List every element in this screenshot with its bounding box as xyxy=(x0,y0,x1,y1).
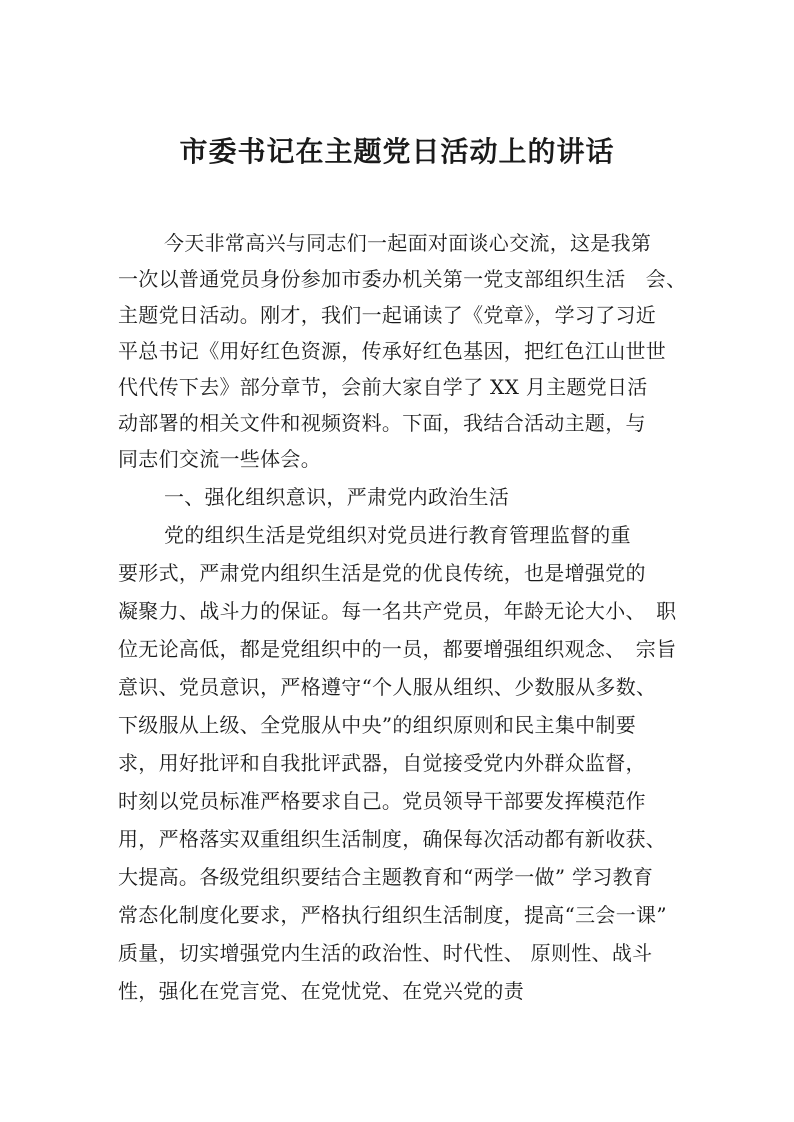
document-title: 市委书记在主题党日活动上的讲话 xyxy=(179,135,615,168)
paragraph-line: 位无论高低，都是党组织中的一员，都要增强组织观念、 宗旨 xyxy=(118,637,677,661)
paragraph-line: 大提高。各级党组织要结合主题教育和“两学一做” 学习教育 xyxy=(118,865,654,889)
paragraph-line: 今天非常高兴与同志们一起面对面谈心交流，这是我第 xyxy=(164,231,652,255)
paragraph-line: 代代传下去》部分章节，会前大家自学了 XX 月主题党日活 xyxy=(118,375,648,399)
paragraph-line: 平总书记《用好红色资源，传承好红色基因，把红色江山世世 xyxy=(118,339,667,363)
paragraph-line: 下级服从上级、全党服从中央”的组织原则和民主集中制要 xyxy=(118,713,637,737)
paragraph-line: 动部署的相关文件和视频资料。下面，我结合活动主题，与 xyxy=(118,411,646,435)
paragraph-line: 凝聚力、战斗力的保证。每一名共产党员，年龄无论大小、 职 xyxy=(118,599,677,623)
section-heading: 一、强化组织意识，严肃党内政治生活 xyxy=(164,485,510,509)
paragraph-line: 一次以普通党员身份参加市委办机关第一党支部组织生活 会、 xyxy=(118,267,687,291)
paragraph-line: 主题党日活动。刚才，我们一起诵读了《党章》，学习了习近 xyxy=(118,303,657,327)
paragraph-line: 用，严格落实双重组织生活制度，确保每次活动都有新收获、 xyxy=(118,827,667,851)
paragraph-line: 同志们交流一些体会。 xyxy=(118,447,321,471)
paragraph-line: 时刻以党员标准严格要求自己。党员领导干部要发挥模范作 xyxy=(118,789,646,813)
paragraph-line: 意识、党员意识，严格遵守“个人服从组织、少数服从多数、 xyxy=(118,675,657,699)
paragraph-line: 党的组织生活是党组织对党员进行教育管理监督的重 xyxy=(164,523,631,547)
paragraph-line: 常态化制度化要求，严格执行组织生活制度，提高“三会一课” xyxy=(118,903,667,927)
paragraph-line: 要形式，严肃党内组织生活是党的优良传统，也是增强党的 xyxy=(118,561,646,585)
paragraph-line: 性，强化在党言党、在党忧党、在党兴党的责 xyxy=(118,979,524,1003)
paragraph-line: 求，用好批评和自我批评武器，自觉接受党内外群众监督， xyxy=(118,751,646,775)
paragraph-line: 质量，切实增强党内生活的政治性、时代性、 原则性、战斗 xyxy=(118,941,653,965)
